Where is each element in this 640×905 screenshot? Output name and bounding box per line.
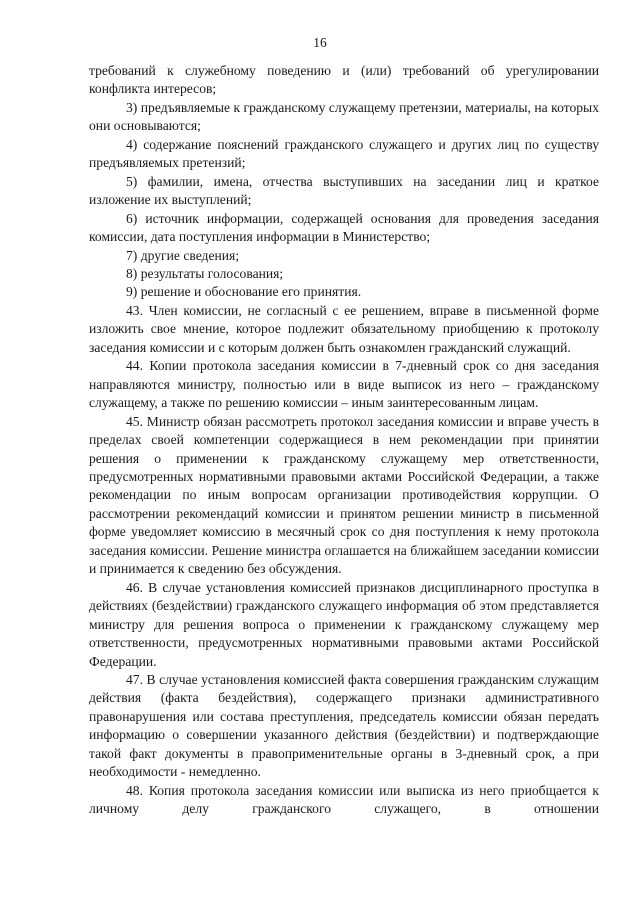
clause-47: 47. В случае установления комиссией факта совершения гражданским служащим действия (факта бездействия), содержащего признаки административного правонарушения или состава преступления, председатель комиссии обязан передать информацию о совершении указанного действия (бездействии) и подтверждающие такой факт документы в правоприменительные органы в 3-дневный срок, а при необходимости - немедленно.: [89, 671, 599, 780]
list-item-5: 5) фамилии, имена, отчества выступивших на заседании лиц и краткое изложение их выступлений;: [89, 173, 599, 208]
clause-46: 46. В случае установления комиссией признаков дисциплинарного проступка в действиях (бездействии) гражданского служащего информация об этом представляется министру для решения вопроса о применении к гражданскому служащему мер ответственности, предусмотренных нормативными правовыми актами Российской Федерации.: [89, 579, 599, 669]
clause-48: 48. Копия протокола заседания комиссии или выписка из него приобщается к личному делу гражданского служащего, в отношении: [89, 782, 599, 817]
list-item-7: 7) другие сведения;: [126, 247, 240, 263]
list-item-4: 4) содержание пояснений гражданского служащего и других лиц по существу предъявляемых претензий;: [89, 136, 599, 171]
paragraph-continuation: требований к служебному поведению и (или) требований об урегулировании конфликта интересов;: [89, 63, 599, 97]
clause-43: 43. Член комиссии, не согласный с ее решением, вправе в письменной форме изложить свое мнение, которое подлежит обязательному приобщению к протоколу заседания комиссии и с которым должен быть ознакомлен гражданский служащий.: [89, 302, 599, 355]
list-item-6: 6) источник информации, содержащей основания для проведения заседания комиссии, дата поступления информации в Министерство;: [89, 210, 599, 245]
clause-44: 44. Копии протокола заседания комиссии в 7-дневный срок со дня заседания направляются министру, полностью или в виде выписок из него – гражданскому служащему, а также по решению комиссии – иным заинтересованным лицам.: [89, 358, 599, 411]
page-number: 16: [313, 35, 327, 50]
document-body: [89, 62, 599, 819]
clause-45: 45. Министр обязан рассмотреть протокол заседания комиссии и вправе учесть в пределах своей компетенции содержащиеся в нем рекомендации при принятии решения о применении к гражданскому служащему мер ответственности, предусмотренных нормативными правовыми актами Российской Федерации, а также рекомендации по иным вопросам организации противодействия коррупции. О рассмотрении рекомендаций комиссии и принятом решении министр в письменной форме уведомляет комиссию в месячный срок со дня поступления к нему протокола заседания комиссии. Решение министра оглашается на ближайшем заседании комиссии и принимается к сведению без обсуждения.: [89, 413, 599, 577]
list-item-3: 3) предъявляемые к гражданскому служащему претензии, материалы, на которых они основываются;: [89, 99, 599, 134]
list-item-9: 9) решение и обоснование его принятия.: [126, 284, 362, 300]
list-item-8: 8) результаты голосования;: [126, 265, 284, 281]
